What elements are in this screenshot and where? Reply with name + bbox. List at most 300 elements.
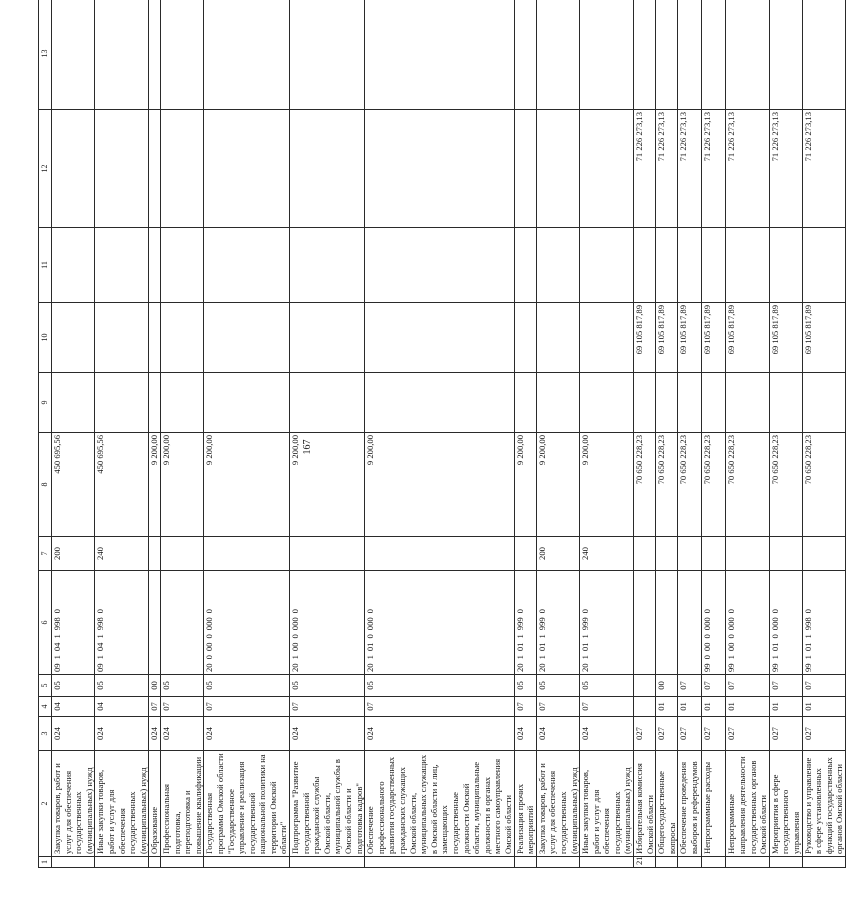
amount-col-11 xyxy=(536,228,579,303)
amount-2024 xyxy=(52,303,95,373)
section-code: 01 xyxy=(702,697,726,717)
col-header: 11 xyxy=(39,228,52,303)
table-row xyxy=(149,0,161,868)
col-header: 8 xyxy=(39,433,52,537)
code-part: 04 xyxy=(52,642,62,652)
ministry-code: 024 xyxy=(365,717,514,751)
row-number xyxy=(678,857,702,868)
code-part: 99 xyxy=(769,663,780,672)
amount-col-13 xyxy=(769,0,802,110)
amount-2025 xyxy=(52,110,95,228)
amount-col-13 xyxy=(536,0,579,110)
row-name: Непрограммные направления деятельности государственных органов Омской области xyxy=(726,751,769,857)
ministry-code: 027 xyxy=(769,717,802,751)
row-name: Реализация прочих мероприятий xyxy=(514,751,536,857)
expense-type-code: 240 xyxy=(95,537,149,571)
amount-col-9 xyxy=(160,373,203,433)
row-name: Закупка товаров, работ и услуг для обеспечения государственных (муниципальных) нужд xyxy=(52,751,95,857)
amount-col-11 xyxy=(365,228,514,303)
row-name: Обеспечение профессионального развития государственных гражданских служащих Омской области, муниципальных служащих в Омской области и лиц, замещающих государственные должности Омской области, муниципальные должности в органах местного самоуправления Омской области xyxy=(365,751,514,857)
ministry-code: 024 xyxy=(52,717,95,751)
amount-col-11 xyxy=(514,228,536,303)
amount-col-13 xyxy=(634,0,656,110)
code-part: 0 xyxy=(365,634,376,639)
amount-col-9 xyxy=(536,373,579,433)
amount-col-9 xyxy=(726,373,769,433)
col-header: 7 xyxy=(39,537,52,571)
expense-type-code xyxy=(802,537,845,571)
subsection-code: 07 xyxy=(702,675,726,697)
row-number xyxy=(95,857,149,868)
row-number xyxy=(290,857,365,868)
expense-type-code xyxy=(204,537,290,571)
section-code: 01 xyxy=(726,697,769,717)
code-part: 1 xyxy=(769,655,780,660)
amount-col-9 xyxy=(702,373,726,433)
row-name: Обеспечение проведения выборов и референдумов xyxy=(678,751,702,857)
code-part: 000 xyxy=(702,617,713,631)
amount-col-11 xyxy=(290,228,365,303)
row-name: Руководство и управление в сфере установленных функций государственных органов Омской области xyxy=(802,751,845,857)
target-article-code xyxy=(678,571,702,675)
col-header: 13 xyxy=(39,0,52,110)
amount-2025 xyxy=(160,110,203,228)
expense-type-code: 240 xyxy=(580,537,634,571)
code-part: 00 xyxy=(726,642,737,652)
amount-col-9 xyxy=(769,373,802,433)
amount-2023: 70 650 228,23 xyxy=(634,433,656,537)
amount-col-11 xyxy=(52,228,95,303)
expense-type-code xyxy=(514,537,536,571)
code-part: 1 xyxy=(52,634,62,639)
expense-type-code xyxy=(365,537,514,571)
code-part: 0 xyxy=(769,634,780,639)
expense-type-code xyxy=(149,537,161,571)
table-row xyxy=(726,0,769,868)
expense-type-code xyxy=(702,537,726,571)
code-part: 01 xyxy=(365,642,376,652)
expense-type-code xyxy=(634,537,656,571)
code-part: 09 xyxy=(95,663,106,672)
code-part: 000 xyxy=(365,617,376,631)
ministry-code: 027 xyxy=(802,717,845,751)
amount-2023: 70 650 228,23 xyxy=(769,433,802,537)
amount-2023: 70 650 228,23 xyxy=(702,433,726,537)
col-header: 10 xyxy=(39,303,52,373)
code-part: 000 xyxy=(769,617,780,631)
code-part: 01 xyxy=(769,642,780,652)
expense-type-code xyxy=(769,537,802,571)
table-row xyxy=(204,0,290,868)
amount-2025: 71 226 273,13 xyxy=(769,110,802,228)
amount-col-9 xyxy=(365,373,514,433)
amount-2024: 69 105 817,89 xyxy=(656,303,678,373)
code-part: 20 xyxy=(204,663,215,672)
code-part: 0 xyxy=(536,609,547,614)
row-number xyxy=(802,857,845,868)
amount-col-11 xyxy=(769,228,802,303)
code-part: 0 xyxy=(802,609,813,614)
code-part: 00 xyxy=(290,642,301,652)
target-article-code xyxy=(802,571,845,675)
col-header: 2 xyxy=(39,751,52,857)
row-name: Избирательная комиссия Омской области xyxy=(634,751,656,857)
subsection-code: 05 xyxy=(365,675,514,697)
table-row xyxy=(656,0,678,868)
subsection-code: 05 xyxy=(536,675,579,697)
table-row xyxy=(365,0,514,868)
code-part: 999 xyxy=(536,617,547,631)
amount-2023: 70 650 228,23 xyxy=(802,433,845,537)
expense-type-code xyxy=(290,537,365,571)
rotated-page xyxy=(38,0,845,868)
table-row xyxy=(769,0,802,868)
amount-2025 xyxy=(290,110,365,228)
section-code: 01 xyxy=(802,697,845,717)
code-part: 999 xyxy=(514,617,525,631)
amount-2025: 71 226 273,13 xyxy=(656,110,678,228)
amount-2024 xyxy=(514,303,536,373)
amount-2023: 9 200,00 xyxy=(514,433,536,537)
code-part: 1 xyxy=(580,655,591,660)
row-number xyxy=(656,857,678,868)
section-code: 07 xyxy=(160,697,203,717)
section-code: 01 xyxy=(678,697,702,717)
code-part: 000 xyxy=(726,617,737,631)
section-code: 01 xyxy=(656,697,678,717)
code-part: 99 xyxy=(702,663,713,672)
target-article-code xyxy=(95,571,149,675)
subsection-code: 00 xyxy=(149,675,161,697)
section-code: 07 xyxy=(149,697,161,717)
table-row xyxy=(702,0,726,868)
ministry-code: 024 xyxy=(204,717,290,751)
subsection-code: 05 xyxy=(580,675,634,697)
col-header: 12 xyxy=(39,110,52,228)
table-row xyxy=(580,0,634,868)
amount-col-9 xyxy=(802,373,845,433)
code-part: 998 xyxy=(95,617,106,631)
ministry-code: 024 xyxy=(149,717,161,751)
code-part: 04 xyxy=(95,642,106,652)
amount-col-11 xyxy=(656,228,678,303)
code-part: 998 xyxy=(52,617,62,631)
amount-2025: 71 226 273,13 xyxy=(726,110,769,228)
amount-col-13 xyxy=(149,0,161,110)
code-part: 0 xyxy=(702,609,713,614)
amount-2025 xyxy=(95,110,149,228)
amount-2024: 69 105 817,89 xyxy=(634,303,656,373)
col-header: 1 xyxy=(39,857,52,868)
row-number xyxy=(536,857,579,868)
subsection-code: 05 xyxy=(52,675,95,697)
row-name: Общегосударственные вопросы xyxy=(656,751,678,857)
code-part: 00 xyxy=(204,642,215,652)
amount-2024 xyxy=(204,303,290,373)
amount-col-9 xyxy=(149,373,161,433)
code-part: 1 xyxy=(726,655,737,660)
amount-col-11 xyxy=(160,228,203,303)
code-part: 0 xyxy=(204,609,215,614)
expense-type-code xyxy=(726,537,769,571)
expense-type-code xyxy=(160,537,203,571)
amount-col-13 xyxy=(580,0,634,110)
section-code xyxy=(634,697,656,717)
code-part: 0 xyxy=(204,634,215,639)
target-article-code xyxy=(290,571,365,675)
amount-2025 xyxy=(149,110,161,228)
amount-2025: 71 226 273,13 xyxy=(634,110,656,228)
code-part: 01 xyxy=(536,642,547,652)
target-article-code xyxy=(726,571,769,675)
amount-2025 xyxy=(536,110,579,228)
row-number xyxy=(204,857,290,868)
section-code: 07 xyxy=(290,697,365,717)
row-number xyxy=(365,857,514,868)
code-part: 0 xyxy=(290,609,301,614)
amount-2024: 69 105 817,89 xyxy=(769,303,802,373)
code-part: 0 xyxy=(514,609,525,614)
expense-type-code xyxy=(656,537,678,571)
amount-col-11 xyxy=(726,228,769,303)
amount-col-13 xyxy=(290,0,365,110)
ministry-code: 027 xyxy=(726,717,769,751)
code-part: 01 xyxy=(514,642,525,652)
amount-2025: 71 226 273,13 xyxy=(802,110,845,228)
target-article-code xyxy=(656,571,678,675)
subsection-code: 05 xyxy=(160,675,203,697)
ministry-code: 027 xyxy=(656,717,678,751)
page-number: 167 xyxy=(302,439,313,455)
code-part: 1 xyxy=(514,655,525,660)
subsection-code: 05 xyxy=(290,675,365,697)
row-name: Иные закупки товаров, работ и услуг для обеспечения государственных (муниципальных) нужд xyxy=(580,751,634,857)
code-part: 0 xyxy=(290,634,301,639)
code-part: 1 xyxy=(802,655,813,660)
amount-2024 xyxy=(290,303,365,373)
table-row xyxy=(514,0,536,868)
amount-col-9 xyxy=(678,373,702,433)
code-part: 0 xyxy=(702,655,713,660)
amount-2024: 69 105 817,89 xyxy=(702,303,726,373)
row-name: Профессиональная подготовка, переподготовка и повышение квалификации xyxy=(160,751,203,857)
col-header: 9 xyxy=(39,373,52,433)
amount-2024 xyxy=(160,303,203,373)
table-row xyxy=(160,0,203,868)
subsection-code: 00 xyxy=(656,675,678,697)
section-code: 07 xyxy=(580,697,634,717)
amount-col-9 xyxy=(204,373,290,433)
amount-col-11 xyxy=(580,228,634,303)
code-part: 1 xyxy=(802,634,813,639)
amount-2024: 69 105 817,89 xyxy=(802,303,845,373)
amount-2024 xyxy=(580,303,634,373)
code-part: 1 xyxy=(365,655,376,660)
code-part: 0 xyxy=(365,609,376,614)
amount-col-13 xyxy=(656,0,678,110)
subsection-code: 07 xyxy=(769,675,802,697)
row-number xyxy=(149,857,161,868)
section-code: 04 xyxy=(95,697,149,717)
amount-col-9 xyxy=(580,373,634,433)
table-row xyxy=(802,0,845,868)
amount-col-11 xyxy=(149,228,161,303)
amount-2023: 70 650 228,23 xyxy=(678,433,702,537)
amount-2024 xyxy=(365,303,514,373)
target-article-code xyxy=(580,571,634,675)
table-row xyxy=(678,0,702,868)
code-part: 1 xyxy=(536,655,547,660)
amount-col-13 xyxy=(160,0,203,110)
row-number xyxy=(702,857,726,868)
ministry-code: 024 xyxy=(580,717,634,751)
amount-2023: 70 650 228,23 xyxy=(656,433,678,537)
target-article-code xyxy=(365,571,514,675)
amount-2023: 9 200,00 xyxy=(290,433,365,537)
row-number xyxy=(160,857,203,868)
code-part: 1 xyxy=(580,634,591,639)
amount-2024: 69 105 817,89 xyxy=(726,303,769,373)
row-name: Мероприятия в сфере государственного управления xyxy=(769,751,802,857)
subsection-code: 07 xyxy=(802,675,845,697)
ministry-code: 027 xyxy=(678,717,702,751)
header-row xyxy=(39,0,52,868)
row-number xyxy=(726,857,769,868)
section-code: 07 xyxy=(365,697,514,717)
amount-col-13 xyxy=(678,0,702,110)
amount-col-13 xyxy=(726,0,769,110)
amount-2025 xyxy=(365,110,514,228)
code-part: 000 xyxy=(204,617,215,631)
code-part: 1 xyxy=(52,655,62,660)
code-part: 99 xyxy=(802,663,813,672)
ministry-code: 024 xyxy=(95,717,149,751)
expense-type-code: 200 xyxy=(536,537,579,571)
amount-col-11 xyxy=(634,228,656,303)
col-header: 6 xyxy=(39,571,52,675)
row-name: Образование xyxy=(149,751,161,857)
section-code: 07 xyxy=(204,697,290,717)
code-part: 1 xyxy=(95,634,106,639)
expense-type-code: 200 xyxy=(52,537,95,571)
code-part: 1 xyxy=(290,655,301,660)
target-article-code xyxy=(702,571,726,675)
amount-col-9 xyxy=(95,373,149,433)
subsection-code xyxy=(634,675,656,697)
amount-2023: 450 695,56 xyxy=(95,433,149,537)
code-part: 1 xyxy=(514,634,525,639)
amount-2023: 9 200,00 xyxy=(160,433,203,537)
subsection-code: 05 xyxy=(514,675,536,697)
amount-col-11 xyxy=(702,228,726,303)
amount-2024: 69 105 817,89 xyxy=(678,303,702,373)
target-article-code xyxy=(52,571,95,675)
code-part: 0 xyxy=(580,609,591,614)
amount-col-13 xyxy=(204,0,290,110)
row-number xyxy=(580,857,634,868)
row-number xyxy=(514,857,536,868)
subsection-code: 07 xyxy=(678,675,702,697)
col-header: 4 xyxy=(39,697,52,717)
amount-2023: 70 650 228,23 xyxy=(726,433,769,537)
amount-2024 xyxy=(536,303,579,373)
code-part: 01 xyxy=(580,642,591,652)
ministry-code: 024 xyxy=(160,717,203,751)
amount-2023: 9 200,00 xyxy=(204,433,290,537)
amount-col-9 xyxy=(634,373,656,433)
ministry-code: 024 xyxy=(536,717,579,751)
amount-col-9 xyxy=(290,373,365,433)
code-part: 0 xyxy=(95,609,106,614)
table-row xyxy=(290,0,365,868)
ministry-code: 027 xyxy=(702,717,726,751)
code-part: 0 xyxy=(702,634,713,639)
amount-col-13 xyxy=(95,0,149,110)
code-part: 00 xyxy=(702,642,713,652)
code-part: 1 xyxy=(95,655,106,660)
ministry-code: 024 xyxy=(290,717,365,751)
amount-col-9 xyxy=(656,373,678,433)
ministry-code: 024 xyxy=(514,717,536,751)
ministry-code: 027 xyxy=(634,717,656,751)
amount-2025: 71 226 273,13 xyxy=(678,110,702,228)
amount-2025 xyxy=(204,110,290,228)
code-part: 0 xyxy=(204,655,215,660)
row-name: Иные закупки товаров, работ и услуг для обеспечения государственных (муниципальных) нужд xyxy=(95,751,149,857)
section-code: 07 xyxy=(536,697,579,717)
amount-2025: 71 226 273,13 xyxy=(702,110,726,228)
code-part: 20 xyxy=(290,663,301,672)
amount-2023: 450 695,56 xyxy=(52,433,95,537)
budget-table xyxy=(38,0,846,868)
target-article-code xyxy=(160,571,203,675)
code-part: 000 xyxy=(290,617,301,631)
table-row xyxy=(634,0,656,868)
target-article-code xyxy=(769,571,802,675)
target-article-code xyxy=(536,571,579,675)
amount-col-9 xyxy=(52,373,95,433)
amount-2025 xyxy=(580,110,634,228)
amount-col-13 xyxy=(514,0,536,110)
row-number xyxy=(769,857,802,868)
section-code: 04 xyxy=(52,697,95,717)
col-header: 5 xyxy=(39,675,52,697)
subsection-code: 05 xyxy=(204,675,290,697)
row-number xyxy=(52,857,95,868)
amount-2023: 9 200,00 xyxy=(365,433,514,537)
amount-col-13 xyxy=(702,0,726,110)
code-part: 0 xyxy=(769,609,780,614)
section-code: 01 xyxy=(769,697,802,717)
table-row xyxy=(536,0,579,868)
amount-2023: 9 200,00 xyxy=(580,433,634,537)
code-part: 999 xyxy=(580,617,591,631)
target-article-code xyxy=(514,571,536,675)
row-name: Государственная программа Омской области "Государственное управление и реализация государственной национальной политики на территории Омской области" xyxy=(204,751,290,857)
amount-2023: 9 200,00 xyxy=(536,433,579,537)
amount-2024 xyxy=(95,303,149,373)
row-number: 21 xyxy=(634,857,656,868)
subsection-code: 05 xyxy=(95,675,149,697)
table-row xyxy=(95,0,149,868)
amount-col-13 xyxy=(52,0,95,110)
target-article-code xyxy=(634,571,656,675)
code-part: 0 xyxy=(52,609,62,614)
col-header: 3 xyxy=(39,717,52,751)
amount-col-11 xyxy=(802,228,845,303)
code-part: 0 xyxy=(726,609,737,614)
amount-col-11 xyxy=(678,228,702,303)
